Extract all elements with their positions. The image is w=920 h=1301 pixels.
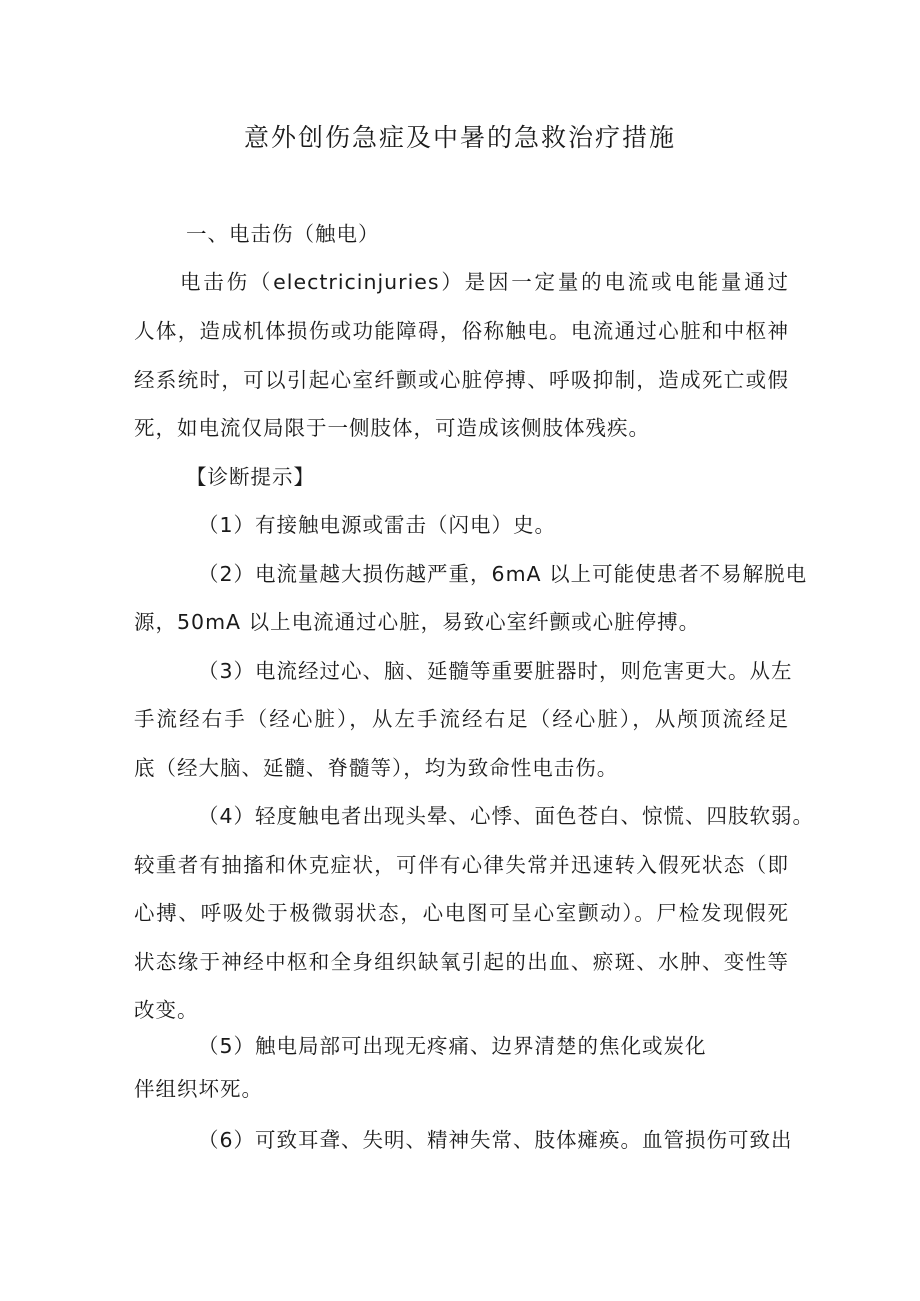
intro-line-2: 人体，造成机体损伤或功能障碍，俗称触电。电流通过心脏和中枢神 (134, 319, 789, 343)
diagnosis-heading: 【诊断提示】 (186, 465, 315, 489)
item-1-line-1: （1）有接触电源或雷击（闪电）史。 (198, 513, 557, 537)
document-title: 意外创伤急症及中暑的急救治疗措施 (243, 123, 676, 152)
item-4-line-3: 心搏、呼吸处于极微弱状态，心电图可呈心室颤动）。尸检发现假死 (134, 901, 789, 925)
section-heading-electric-injury: 一、电击伤（触电） (186, 222, 380, 246)
item-2-line-1: （2）电流量越大损伤越严重，6mA 以上可能使患者不易解脱电 (198, 562, 808, 586)
intro-line-1: 电击伤（electricinjuries）是因一定量的电流或电能量通过 (180, 270, 789, 294)
item-2-line-2: 源，50mA 以上电流通过心脏，易致心室纤颤或心脏停搏。 (134, 610, 701, 634)
item-5-line-1: （5）触电局部可出现无疼痛、边界清楚的焦化或炭化 (198, 1034, 707, 1058)
item-4-line-4: 状态缘于神经中枢和全身组织缺氧引起的出血、瘀斑、水肿、变性等 (134, 950, 789, 974)
item-4-line-5: 改变。 (134, 998, 199, 1022)
item-6-line-1: （6）可致耳聋、失明、精神失常、肢体瘫痪。血管损伤可致出 (198, 1128, 793, 1152)
item-3-line-3: 底（经大脑、延髓、脊髓等），均为致命性电击伤。 (134, 756, 619, 780)
item-5-line-2: 伴组织坏死。 (134, 1077, 263, 1101)
intro-line-3: 经系统时，可以引起心室纤颤或心脏停搏、呼吸抑制，造成死亡或假 (134, 368, 789, 392)
intro-line-4: 死，如电流仅局限于一侧肢体，可造成该侧肢体残疾。 (134, 416, 650, 440)
item-4-line-2: 较重者有抽搐和休克症状，可伴有心律失常并迅速转入假死状态（即 (134, 853, 789, 877)
item-4-line-1: （4）轻度触电者出现头晕、心悸、面色苍白、惊慌、四肢软弱。 (198, 804, 815, 828)
item-3-line-2: 手流经右手（经心脏），从左手流经右足（经心脏），从颅顶流经足 (134, 707, 789, 731)
item-3-line-1: （3）电流经过心、脑、延髓等重要脏器时，则危害更大。从左 (198, 659, 793, 683)
